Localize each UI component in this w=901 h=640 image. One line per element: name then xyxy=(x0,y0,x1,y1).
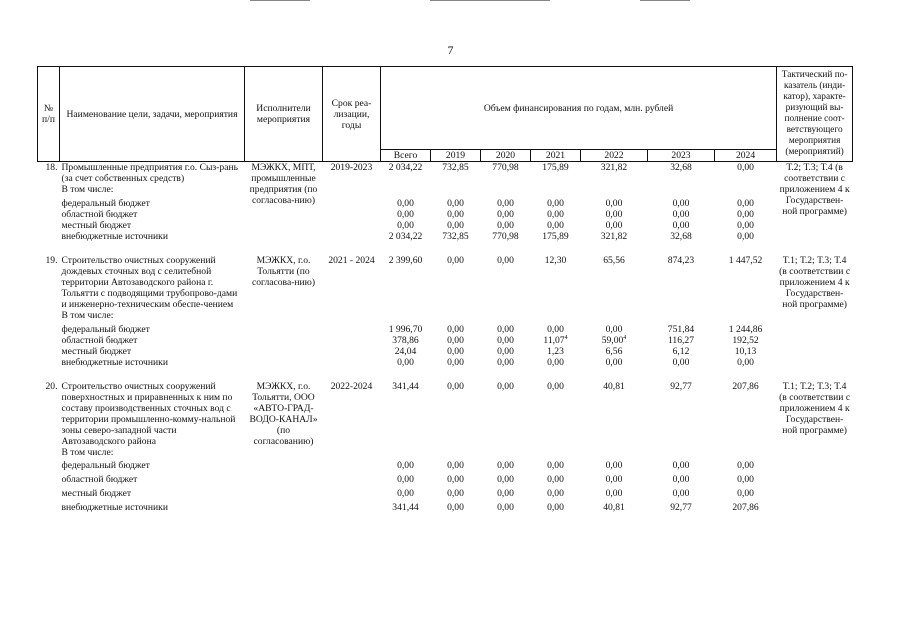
table-row xyxy=(38,357,853,368)
row-term: 2021 - 2024 xyxy=(328,255,375,266)
scan-artifact xyxy=(640,0,690,1)
cell-2023: 92,77 xyxy=(670,381,692,392)
cell-value: 0,00 xyxy=(605,460,623,471)
cell-value: 1,23 xyxy=(547,346,564,357)
cell-value: 0,00 xyxy=(447,209,464,220)
sub-label: федеральный бюджет xyxy=(61,198,150,209)
cell-value: 0,00 xyxy=(737,488,754,499)
cell-2023: 32,68 xyxy=(670,162,692,173)
cell-value: 0,00 xyxy=(672,198,690,209)
page-number: 7 xyxy=(447,43,454,57)
row-executors: МЭЖКХ, МПТ, промышленные предприятия (по согласова-нию) xyxy=(249,162,318,206)
cell-value: 0,00 xyxy=(547,488,564,499)
cell-value: 0,00 xyxy=(737,209,754,220)
cell-value: 0,00 xyxy=(547,474,564,485)
table-row xyxy=(38,381,853,447)
cell-value: 0,00 xyxy=(447,474,464,485)
cell-value: 0,00 xyxy=(605,198,623,209)
row-indicator: Т.1; Т.2; Т.3; Т.4 (в соответствии с приложением 4 к Государствен-ной программе) xyxy=(779,381,851,436)
cell-value: 770,98 xyxy=(492,231,519,242)
cell-value: 0,00 xyxy=(447,335,464,346)
cell-value: 0,00 xyxy=(672,488,690,499)
table-row xyxy=(38,231,853,242)
cell-value: 0,00 xyxy=(605,324,623,335)
row-term: 2022-2024 xyxy=(330,381,373,392)
cell-value: 175,89 xyxy=(542,231,569,242)
cell-value: 0,00 xyxy=(605,357,623,368)
cell-value: 732,85 xyxy=(442,231,469,242)
cell-value: 0,00 xyxy=(672,209,690,220)
cell-value: 0,00 xyxy=(605,474,623,485)
cell-value: 0,00 xyxy=(497,335,514,346)
table-row xyxy=(38,162,853,185)
in-that-label: В том числе: xyxy=(61,184,114,195)
cell-2020: 0,00 xyxy=(497,381,514,392)
row-executors: МЭЖКХ, г.о. Тольятти (по согласова-нию) xyxy=(251,255,316,288)
cell-2020: 770,98 xyxy=(492,162,519,173)
header-year-2019: 2019 xyxy=(431,150,481,162)
cell-value: 92,77 xyxy=(670,502,692,513)
cell-value: 0,00 xyxy=(397,357,414,368)
cell-value: 0,00 xyxy=(547,220,564,231)
cell-value: 10,13 xyxy=(734,346,757,357)
cell-2023: 874,23 xyxy=(667,255,695,266)
table-row xyxy=(38,346,853,357)
row-term: 2019-2023 xyxy=(330,162,373,173)
cell-value: 0,00 xyxy=(497,488,514,499)
cell-value: 2 034,22 xyxy=(388,231,423,242)
cell-value: 0,00 xyxy=(672,460,690,471)
cell-value: 0,00 xyxy=(497,502,514,513)
cell-value: 0,00 xyxy=(447,198,464,209)
sub-label: внебюджетные источники xyxy=(61,231,168,242)
header-term: Срок реа-лизации, годы xyxy=(323,67,381,162)
sub-label: внебюджетные источники xyxy=(61,502,168,513)
row-indicator: Т.1; Т.2; Т.3; Т.4 (в соответствии с приложением 4 к Государствен-ной программе) xyxy=(779,255,851,310)
cell-total: 341,44 xyxy=(392,381,419,392)
cell-2024: 1 447,52 xyxy=(728,255,763,266)
sub-label: федеральный бюджет xyxy=(61,324,150,335)
row-executors: МЭЖКХ, г.о. Тольятти, ООО «АВТО-ГРАД-ВОДО-КАНАЛ» (по согласованию) xyxy=(249,381,318,447)
cell-value: 0,00 xyxy=(497,357,514,368)
table-row xyxy=(38,486,853,500)
cell-value: 0,00 xyxy=(497,198,514,209)
cell-value: 32,68 xyxy=(670,231,692,242)
header-num: № п/п xyxy=(38,67,60,162)
cell-value: 0,00 xyxy=(497,474,514,485)
sub-label: федеральный бюджет xyxy=(61,460,150,471)
cell-value: 0,00 xyxy=(497,346,514,357)
cell-value: 0,00 xyxy=(447,324,464,335)
cell-value: 0,00 xyxy=(447,220,464,231)
table-row xyxy=(38,198,853,209)
cell-value: 0,00 xyxy=(547,357,564,368)
header-year-2023: 2023 xyxy=(648,150,715,162)
sub-label: областной бюджет xyxy=(61,209,138,220)
cell-value: 0,00 xyxy=(397,198,414,209)
cell-value: 0,00 xyxy=(397,209,414,220)
in-that-label: В том числе: xyxy=(61,310,114,321)
cell-value: 0,00 xyxy=(672,357,690,368)
table-header xyxy=(38,67,853,162)
cell-value: 0,00 xyxy=(447,460,464,471)
cell-value: 0,00 xyxy=(447,346,464,357)
cell-2020: 0,00 xyxy=(497,255,514,266)
in-that-label: В том числе: xyxy=(61,447,114,458)
sub-label: местный бюджет xyxy=(61,488,132,499)
cell-value: 24,04 xyxy=(394,346,417,357)
cell-value: 0,00 xyxy=(737,474,754,485)
scan-artifact xyxy=(250,0,310,1)
footnote-mark: 4 xyxy=(564,334,568,341)
cell-value: 0,00 xyxy=(447,488,464,499)
cell-value: 0,00 xyxy=(397,460,414,471)
cell-value: 1 996,70 xyxy=(388,324,423,335)
cell-value: 0,00 xyxy=(737,231,754,242)
cell-value: 0,00 xyxy=(397,474,414,485)
sub-label: областной бюджет xyxy=(61,474,138,485)
cell-value: 192,52 xyxy=(732,335,759,346)
cell-value: 0,00 xyxy=(547,209,564,220)
cell-value: 6,56 xyxy=(605,346,623,357)
cell-2021: 0,00 xyxy=(547,381,564,392)
table-row xyxy=(38,335,853,346)
cell-value: 0,00 xyxy=(497,220,514,231)
cell-2022: 40,81 xyxy=(603,381,625,392)
cell-2019: 0,00 xyxy=(447,255,464,266)
header-year-2021: 2021 xyxy=(531,150,581,162)
table-row xyxy=(38,255,853,310)
row-name: Строительство очистных сооружений поверхностных и приравненных к ним по составу производственных сточных вод с территории промышленно-комму-нальной зоны северо-западной части Автозаводского района xyxy=(61,381,236,447)
cell-value: 59,00$^4$ xyxy=(601,334,627,346)
cell-value: 0,00 xyxy=(605,209,623,220)
header-indicator: Тактический по-казатель (инди-катор), характе-ризующий вы-полнение соот-ветствующего мероприятия (мероприятий) xyxy=(777,67,853,162)
scan-artifact xyxy=(430,0,550,1)
header-name: Наименование цели, задачи, мероприятия xyxy=(60,67,245,162)
sub-label: местный бюджет xyxy=(61,346,132,357)
cell-value: 0,00 xyxy=(497,460,514,471)
cell-2024: 207,86 xyxy=(732,381,759,392)
header-funding: Объем финансирования по годам, млн. рублей xyxy=(381,67,777,150)
cell-value: 0,00 xyxy=(672,474,690,485)
cell-value: 1 244,86 xyxy=(728,324,763,335)
cell-2019: 0,00 xyxy=(447,381,464,392)
sub-label: внебюджетные источники xyxy=(61,357,168,368)
cell-value: 0,00 xyxy=(397,220,414,231)
cell-value: 751,84 xyxy=(667,324,695,335)
header-executors: Исполнители мероприятия xyxy=(245,67,323,162)
cell-value: 0,00 xyxy=(447,357,464,368)
cell-value: 0,00 xyxy=(547,198,564,209)
cell-value: 0,00 xyxy=(605,488,623,499)
cell-value: 207,86 xyxy=(732,502,759,513)
cell-value: 0,00 xyxy=(737,460,754,471)
cell-value: 0,00 xyxy=(547,324,564,335)
cell-value: 0,00 xyxy=(737,220,754,231)
footnote-mark: 4 xyxy=(623,334,627,341)
cell-value: 378,86 xyxy=(392,335,419,346)
table-row xyxy=(38,472,853,486)
row-number: 20. xyxy=(45,381,58,392)
cell-2021: 175,89 xyxy=(542,162,569,173)
cell-value: 0,00 xyxy=(397,488,414,499)
cell-value: 0,00 xyxy=(672,220,690,231)
cell-value: 116,27 xyxy=(667,335,695,346)
row-number: 19. xyxy=(45,255,58,266)
cell-value: 6,12 xyxy=(672,346,690,357)
cell-2022: 65,56 xyxy=(603,255,625,266)
header-year-total: Всего xyxy=(381,150,431,162)
cell-total: 2 399,60 xyxy=(388,255,423,266)
cell-value: 341,44 xyxy=(392,502,419,513)
cell-value: 0,00 xyxy=(447,502,464,513)
table-row xyxy=(38,458,853,472)
cell-value: 0,00 xyxy=(497,209,514,220)
cell-value: 0,00 xyxy=(737,198,754,209)
cell-value: 11,07$^4$ xyxy=(543,334,568,346)
cell-2021: 12,30 xyxy=(544,255,567,266)
funding-table xyxy=(37,66,853,514)
cell-value: 40,81 xyxy=(603,502,625,513)
cell-value: 0,00 xyxy=(605,220,623,231)
table-row xyxy=(38,220,853,231)
sub-label: областной бюджет xyxy=(61,335,138,346)
cell-value: 321,82 xyxy=(600,231,628,242)
table-row xyxy=(38,324,853,335)
cell-value: 0,00 xyxy=(737,357,754,368)
cell-value: 0,00 xyxy=(547,502,564,513)
row-indicator: Т.2; Т.3; Т.4 (в соответствии с приложением 4 к Государствен-ной программе) xyxy=(779,162,850,217)
sub-label: местный бюджет xyxy=(61,220,132,231)
header-year-2022: 2022 xyxy=(581,150,648,162)
table-row xyxy=(38,500,853,514)
cell-2019: 732,85 xyxy=(442,162,469,173)
header-year-2024: 2024 xyxy=(715,150,777,162)
header-year-2020: 2020 xyxy=(481,150,531,162)
row-name: Промышленные предприятия г.о. Сыз-рань (за счет собственных средств) xyxy=(61,162,238,184)
row-number: 18. xyxy=(45,162,58,173)
cell-2024: 0,00 xyxy=(737,162,754,173)
table-row xyxy=(38,209,853,220)
row-name: Строительство очистных сооружений дождевых сточных вод с селитебной территории Автозаводского района г. Тольятти с подводящими трубопрово-дами и инженерно-техническим обеспе-чением xyxy=(61,255,238,310)
cell-2022: 321,82 xyxy=(600,162,628,173)
cell-value: 0,00 xyxy=(497,324,514,335)
cell-total: 2 034,22 xyxy=(388,162,423,173)
cell-value: 0,00 xyxy=(547,460,564,471)
